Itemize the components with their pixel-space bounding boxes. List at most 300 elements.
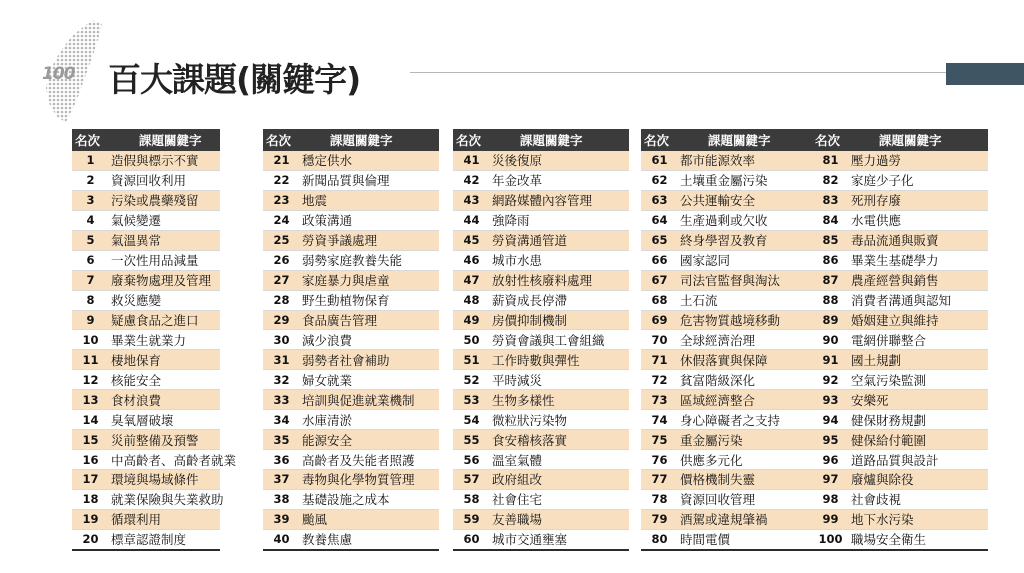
table-row <box>453 430 629 450</box>
rank-cell: 51 <box>453 350 490 370</box>
table-row <box>453 529 629 549</box>
rank-cell: 66 <box>641 250 678 270</box>
rank-cell: 8 <box>72 290 109 310</box>
page-title: 百大課題(關鍵字) <box>108 60 361 99</box>
keyword-cell: 弱勢者社會補助 <box>300 350 439 370</box>
keyword-cell: 食品廣告管理 <box>300 310 439 330</box>
rank-column-header: 名次 <box>263 129 300 151</box>
keyword-cell: 畢業生就業力 <box>109 330 220 350</box>
keyword-cell: 中高齡者、高齡者就業 <box>109 450 220 470</box>
rank-cell: 96 <box>812 450 849 470</box>
rank-column-header: 名次 <box>72 129 109 151</box>
keyword-cell: 溫室氣體 <box>490 450 629 470</box>
table-row <box>812 230 988 250</box>
keyword-cell: 能源安全 <box>300 430 439 450</box>
rank-cell: 70 <box>641 330 678 350</box>
rank-cell: 71 <box>641 350 678 370</box>
keyword-column-header: 課題關鍵字 <box>300 129 439 151</box>
table-row <box>812 190 988 210</box>
table-row <box>72 489 220 509</box>
table-row <box>72 509 220 529</box>
table-row <box>72 151 220 170</box>
rank-cell: 89 <box>812 310 849 330</box>
table-row <box>263 410 439 430</box>
keyword-cell: 減少浪費 <box>300 330 439 350</box>
rank-cell: 6 <box>72 250 109 270</box>
table-row <box>812 330 988 350</box>
rank-cell: 48 <box>453 290 490 310</box>
ranking-table-3 <box>453 129 629 551</box>
rank-cell: 55 <box>453 430 490 450</box>
table-row <box>453 509 629 529</box>
rank-cell: 82 <box>812 170 849 190</box>
table-row <box>812 290 988 310</box>
table-row <box>263 509 439 529</box>
table-row <box>812 529 988 549</box>
table-row <box>812 509 988 529</box>
keyword-cell: 平時減災 <box>490 370 629 390</box>
keyword-cell: 時間電價 <box>678 529 817 549</box>
table-row <box>641 230 817 250</box>
table-row <box>812 350 988 370</box>
rank-cell: 18 <box>72 489 109 509</box>
rank-cell: 100 <box>812 529 849 549</box>
table-row <box>263 190 439 210</box>
rank-cell: 40 <box>263 529 300 549</box>
keyword-column-header: 課題關鍵字 <box>849 129 988 151</box>
table-row <box>641 470 817 490</box>
rank-cell: 86 <box>812 250 849 270</box>
rank-cell: 80 <box>641 529 678 549</box>
keyword-cell: 政府組改 <box>490 470 629 490</box>
table-row <box>263 310 439 330</box>
keyword-cell: 畢業生基礎學力 <box>849 250 988 270</box>
table-row <box>453 489 629 509</box>
table-row <box>263 290 439 310</box>
rank-cell: 36 <box>263 450 300 470</box>
table-row <box>641 350 817 370</box>
keyword-cell: 房價抑制機制 <box>490 310 629 330</box>
keyword-cell: 友善職場 <box>490 509 629 529</box>
rank-cell: 60 <box>453 529 490 549</box>
rank-cell: 64 <box>641 210 678 230</box>
table-row <box>641 370 817 390</box>
rank-cell: 99 <box>812 509 849 529</box>
table-row <box>263 450 439 470</box>
table-header-row <box>641 129 817 151</box>
rank-column-header: 名次 <box>453 129 490 151</box>
rank-cell: 45 <box>453 230 490 250</box>
keyword-tables <box>72 129 972 548</box>
rank-cell: 59 <box>453 509 490 529</box>
keyword-cell: 職場安全衛生 <box>849 529 988 549</box>
rank-cell: 94 <box>812 410 849 430</box>
keyword-cell: 供應多元化 <box>678 450 817 470</box>
keyword-cell: 政策溝通 <box>300 210 439 230</box>
keyword-cell: 救災應變 <box>109 290 220 310</box>
rank-cell: 39 <box>263 509 300 529</box>
table-row <box>72 210 220 230</box>
table-row <box>263 210 439 230</box>
table-row <box>72 250 220 270</box>
table-row <box>72 350 220 370</box>
keyword-cell: 電網併聯整合 <box>849 330 988 350</box>
rank-cell: 19 <box>72 509 109 529</box>
table-row <box>641 310 817 330</box>
rank-cell: 79 <box>641 509 678 529</box>
table-row <box>641 170 817 190</box>
keyword-column-header: 課題關鍵字 <box>109 129 220 151</box>
keyword-cell: 家庭少子化 <box>849 170 988 190</box>
keyword-cell: 資源回收管理 <box>678 489 817 509</box>
rank-cell: 22 <box>263 170 300 190</box>
rank-cell: 28 <box>263 290 300 310</box>
rank-cell: 30 <box>263 330 300 350</box>
keyword-cell: 網路媒體內容管理 <box>490 190 629 210</box>
keyword-cell: 循環利用 <box>109 509 220 529</box>
table-row <box>453 230 629 250</box>
logo-number: 100 <box>42 64 75 84</box>
rank-cell: 68 <box>641 290 678 310</box>
table-row <box>263 470 439 490</box>
rank-cell: 50 <box>453 330 490 350</box>
rank-cell: 65 <box>641 230 678 250</box>
table-row <box>453 330 629 350</box>
keyword-cell: 道路品質與設計 <box>849 450 988 470</box>
rank-cell: 62 <box>641 170 678 190</box>
table-row <box>453 350 629 370</box>
table-row <box>641 151 817 170</box>
table-row <box>641 509 817 529</box>
rank-cell: 13 <box>72 390 109 410</box>
keyword-cell: 勞資會議與工會組織 <box>490 330 629 350</box>
table-row <box>72 190 220 210</box>
table-row <box>72 390 220 410</box>
table-row <box>263 529 439 549</box>
table-row <box>263 489 439 509</box>
table-row <box>263 370 439 390</box>
rank-cell: 42 <box>453 170 490 190</box>
table-row <box>263 270 439 290</box>
keyword-cell: 生產過剩或欠收 <box>678 210 817 230</box>
table-row <box>72 310 220 330</box>
title-divider <box>410 72 946 73</box>
rank-cell: 73 <box>641 390 678 410</box>
keyword-cell: 疑慮食品之進口 <box>109 310 220 330</box>
rank-cell: 41 <box>453 151 490 170</box>
table-row <box>812 370 988 390</box>
table-row <box>641 250 817 270</box>
keyword-cell: 新聞品質與倫理 <box>300 170 439 190</box>
rank-cell: 90 <box>812 330 849 350</box>
keyword-cell: 高齡者及失能者照護 <box>300 450 439 470</box>
table-row <box>641 270 817 290</box>
table-row <box>641 190 817 210</box>
rank-cell: 2 <box>72 170 109 190</box>
keyword-cell: 家庭暴力與虐童 <box>300 270 439 290</box>
rank-cell: 63 <box>641 190 678 210</box>
rank-cell: 32 <box>263 370 300 390</box>
rank-cell: 44 <box>453 210 490 230</box>
rank-cell: 83 <box>812 190 849 210</box>
table-row <box>453 310 629 330</box>
table-row <box>453 151 629 170</box>
keyword-cell: 勞資爭議處理 <box>300 230 439 250</box>
keyword-cell: 終身學習及教育 <box>678 230 817 250</box>
keyword-cell: 一次性用品減量 <box>109 250 220 270</box>
table-row <box>72 410 220 430</box>
table-row <box>72 370 220 390</box>
table-row <box>453 410 629 430</box>
table-row <box>453 290 629 310</box>
keyword-cell: 社會住宅 <box>490 489 629 509</box>
rank-cell: 93 <box>812 390 849 410</box>
keyword-column-header: 課題關鍵字 <box>678 129 817 151</box>
keyword-cell: 食安稽核落實 <box>490 430 629 450</box>
table-row <box>453 390 629 410</box>
keyword-cell: 弱勢家庭教養失能 <box>300 250 439 270</box>
rank-cell: 69 <box>641 310 678 330</box>
keyword-cell: 標章認證制度 <box>109 529 220 549</box>
rank-cell: 56 <box>453 450 490 470</box>
rank-cell: 78 <box>641 489 678 509</box>
rank-cell: 43 <box>453 190 490 210</box>
keyword-cell: 酒駕或違規肇禍 <box>678 509 817 529</box>
rank-cell: 5 <box>72 230 109 250</box>
rank-cell: 12 <box>72 370 109 390</box>
keyword-column-header: 課題關鍵字 <box>490 129 629 151</box>
rank-column-header: 名次 <box>812 129 849 151</box>
rank-cell: 23 <box>263 190 300 210</box>
table-row <box>263 350 439 370</box>
keyword-cell: 城市水患 <box>490 250 629 270</box>
table-row <box>453 190 629 210</box>
rank-cell: 47 <box>453 270 490 290</box>
keyword-cell: 颱風 <box>300 509 439 529</box>
rank-cell: 25 <box>263 230 300 250</box>
keyword-cell: 年金改革 <box>490 170 629 190</box>
keyword-cell: 棲地保育 <box>109 350 220 370</box>
rank-cell: 85 <box>812 230 849 250</box>
table-row <box>641 489 817 509</box>
rank-cell: 76 <box>641 450 678 470</box>
table-header-row <box>263 129 439 151</box>
table-row <box>812 410 988 430</box>
table-header-row <box>72 129 220 151</box>
keyword-cell: 安樂死 <box>849 390 988 410</box>
keyword-cell: 資源回收利用 <box>109 170 220 190</box>
table-row <box>812 430 988 450</box>
rank-cell: 77 <box>641 470 678 490</box>
keyword-cell: 水庫清淤 <box>300 410 439 430</box>
table-row <box>72 450 220 470</box>
table-row <box>72 270 220 290</box>
keyword-cell: 工作時數與彈性 <box>490 350 629 370</box>
table-row <box>812 390 988 410</box>
keyword-cell: 野生動植物保育 <box>300 290 439 310</box>
keyword-cell: 災後復原 <box>490 151 629 170</box>
table-row <box>453 450 629 470</box>
keyword-cell: 公共運輸安全 <box>678 190 817 210</box>
rank-cell: 38 <box>263 489 300 509</box>
table-row <box>641 390 817 410</box>
keyword-cell: 基礎設施之成本 <box>300 489 439 509</box>
keyword-cell: 臭氧層破壞 <box>109 410 220 430</box>
rank-cell: 46 <box>453 250 490 270</box>
table-row <box>72 330 220 350</box>
table-row <box>812 151 988 170</box>
rank-cell: 37 <box>263 470 300 490</box>
table-row <box>812 210 988 230</box>
rank-column-header: 名次 <box>641 129 678 151</box>
table-row <box>812 170 988 190</box>
rank-cell: 21 <box>263 151 300 170</box>
keyword-cell: 全球經濟治理 <box>678 330 817 350</box>
table-row <box>812 470 988 490</box>
table-row <box>453 270 629 290</box>
rank-cell: 27 <box>263 270 300 290</box>
rank-cell: 72 <box>641 370 678 390</box>
rank-cell: 35 <box>263 430 300 450</box>
table-row <box>72 230 220 250</box>
rank-cell: 58 <box>453 489 490 509</box>
table-row <box>453 170 629 190</box>
table-row <box>641 529 817 549</box>
rank-cell: 91 <box>812 350 849 370</box>
keyword-cell: 微粒狀污染物 <box>490 410 629 430</box>
keyword-cell: 環境與場域條件 <box>109 470 220 490</box>
table-row <box>641 330 817 350</box>
table-row <box>641 430 817 450</box>
keyword-cell: 消費者溝通與認知 <box>849 290 988 310</box>
rank-cell: 14 <box>72 410 109 430</box>
keyword-cell: 危害物質越境移動 <box>678 310 817 330</box>
keyword-cell: 國土規劃 <box>849 350 988 370</box>
rank-cell: 3 <box>72 190 109 210</box>
keyword-cell: 價格機制失靈 <box>678 470 817 490</box>
keyword-cell: 薪資成長停滯 <box>490 290 629 310</box>
rank-cell: 17 <box>72 470 109 490</box>
keyword-cell: 都市能源效率 <box>678 151 817 170</box>
table-row <box>263 390 439 410</box>
keyword-cell: 空氣污染監測 <box>849 370 988 390</box>
rank-cell: 74 <box>641 410 678 430</box>
rank-cell: 84 <box>812 210 849 230</box>
keyword-cell: 強降雨 <box>490 210 629 230</box>
keyword-cell: 身心障礙者之支持 <box>678 410 817 430</box>
keyword-cell: 水電供應 <box>849 210 988 230</box>
keyword-cell: 死刑存廢 <box>849 190 988 210</box>
table-row <box>72 290 220 310</box>
keyword-cell: 廢爐與除役 <box>849 470 988 490</box>
keyword-cell: 重金屬污染 <box>678 430 817 450</box>
table-row <box>263 230 439 250</box>
table-row <box>453 210 629 230</box>
keyword-cell: 食材浪費 <box>109 390 220 410</box>
keyword-cell: 毒品流通與販賣 <box>849 230 988 250</box>
keyword-cell: 土石流 <box>678 290 817 310</box>
keyword-cell: 災前整備及預警 <box>109 430 220 450</box>
rank-cell: 9 <box>72 310 109 330</box>
rank-cell: 54 <box>453 410 490 430</box>
keyword-cell: 就業保險與失業救助 <box>109 489 220 509</box>
keyword-cell: 教養焦慮 <box>300 529 439 549</box>
rank-cell: 81 <box>812 151 849 170</box>
table-row <box>72 470 220 490</box>
keyword-cell: 核能安全 <box>109 370 220 390</box>
rank-cell: 67 <box>641 270 678 290</box>
table-row <box>72 430 220 450</box>
keyword-cell: 壓力過勞 <box>849 151 988 170</box>
rank-cell: 24 <box>263 210 300 230</box>
keyword-cell: 勞資溝通管道 <box>490 230 629 250</box>
keyword-cell: 休假落實與保障 <box>678 350 817 370</box>
table-row <box>812 250 988 270</box>
keyword-cell: 司法官監督與淘汰 <box>678 270 817 290</box>
table-row <box>812 270 988 290</box>
rank-cell: 49 <box>453 310 490 330</box>
rank-cell: 29 <box>263 310 300 330</box>
rank-cell: 92 <box>812 370 849 390</box>
ranking-table-2 <box>263 129 439 551</box>
keyword-cell: 農產經營與銷售 <box>849 270 988 290</box>
keyword-cell: 健保給付範圍 <box>849 430 988 450</box>
rank-cell: 88 <box>812 290 849 310</box>
rank-cell: 16 <box>72 450 109 470</box>
rank-cell: 1 <box>72 151 109 170</box>
keyword-cell: 貧富階級深化 <box>678 370 817 390</box>
keyword-cell: 社會歧視 <box>849 489 988 509</box>
keyword-cell: 氣溫異常 <box>109 230 220 250</box>
rank-cell: 15 <box>72 430 109 450</box>
keyword-cell: 國家認同 <box>678 250 817 270</box>
rank-cell: 53 <box>453 390 490 410</box>
keyword-cell: 婚姻建立與維持 <box>849 310 988 330</box>
rank-cell: 87 <box>812 270 849 290</box>
table-row <box>641 450 817 470</box>
keyword-cell: 污染或農藥殘留 <box>109 190 220 210</box>
keyword-cell: 造假與標示不實 <box>109 151 220 170</box>
table-row <box>453 370 629 390</box>
rank-cell: 10 <box>72 330 109 350</box>
rank-cell: 20 <box>72 529 109 549</box>
table-header-row <box>812 129 988 151</box>
rank-cell: 98 <box>812 489 849 509</box>
rank-cell: 11 <box>72 350 109 370</box>
rank-cell: 31 <box>263 350 300 370</box>
keyword-cell: 廢棄物處理及管理 <box>109 270 220 290</box>
rank-cell: 4 <box>72 210 109 230</box>
rank-cell: 52 <box>453 370 490 390</box>
table-row <box>641 410 817 430</box>
rank-cell: 33 <box>263 390 300 410</box>
table-row <box>812 489 988 509</box>
rank-cell: 61 <box>641 151 678 170</box>
table-row <box>812 310 988 330</box>
keyword-cell: 放射性核廢料處理 <box>490 270 629 290</box>
keyword-cell: 婦女就業 <box>300 370 439 390</box>
keyword-cell: 穩定供水 <box>300 151 439 170</box>
keyword-cell: 氣候變遷 <box>109 210 220 230</box>
table-row <box>263 170 439 190</box>
table-row <box>263 250 439 270</box>
table-row <box>263 330 439 350</box>
ranking-table-5 <box>812 129 988 551</box>
table-row <box>453 250 629 270</box>
rank-cell: 7 <box>72 270 109 290</box>
keyword-cell: 健保財務規劃 <box>849 410 988 430</box>
table-row <box>641 290 817 310</box>
